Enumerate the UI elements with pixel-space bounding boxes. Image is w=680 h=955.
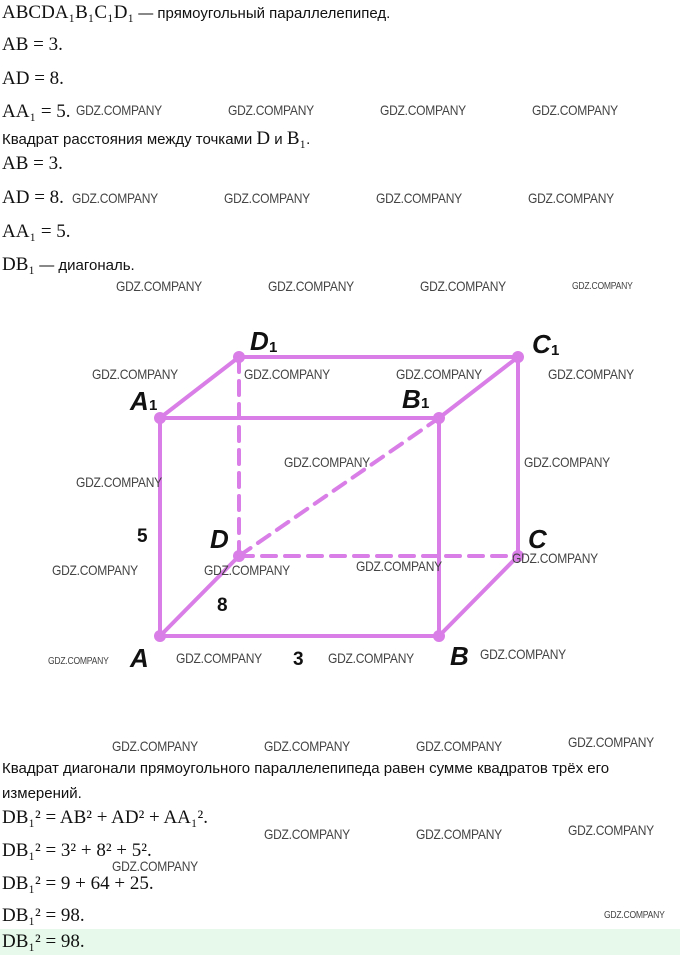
watermark: GDZ.COMPANY bbox=[228, 102, 314, 118]
label-c: C bbox=[528, 524, 547, 554]
watermark: GDZ.COMPANY bbox=[224, 190, 310, 206]
question-end: . bbox=[306, 131, 311, 148]
substitution: DB₁² = 3² + 8² + 5². bbox=[2, 840, 152, 861]
watermark: GDZ.COMPANY bbox=[376, 190, 462, 206]
watermark: GDZ.COMPANY bbox=[72, 190, 158, 206]
label-a1: A bbox=[130, 386, 149, 416]
answer: DB₁² = 98. bbox=[2, 931, 85, 952]
watermark: GDZ.COMPANY bbox=[244, 366, 330, 382]
watermark: GDZ.COMPANY bbox=[548, 366, 634, 382]
watermark: GDZ.COMPANY bbox=[416, 738, 502, 754]
diagonal-name: DB₁ bbox=[2, 254, 36, 275]
watermark: GDZ.COMPANY bbox=[112, 738, 198, 754]
length-aa1: 5 bbox=[137, 526, 148, 547]
watermark: GDZ.COMPANY bbox=[268, 278, 354, 294]
watermark: GDZ.COMPANY bbox=[568, 822, 654, 838]
diagonal-text: — диагональ. bbox=[35, 257, 135, 274]
given-ab: AB = 3. bbox=[2, 34, 63, 55]
statement-text: — прямоугольный параллелепипед. bbox=[134, 5, 391, 22]
sum: DB₁² = 98. bbox=[2, 905, 85, 926]
question-point-d: D bbox=[256, 128, 271, 149]
watermark: GDZ.COMPANY bbox=[524, 454, 610, 470]
length-ad: 8 bbox=[217, 595, 228, 616]
watermark: GDZ.COMPANY bbox=[396, 366, 482, 382]
watermark: GDZ.COMPANY bbox=[76, 474, 162, 490]
solution-ab: AB = 3. bbox=[2, 153, 63, 174]
watermark: GDZ.COMPANY bbox=[264, 826, 350, 842]
watermark: GDZ.COMPANY bbox=[528, 190, 614, 206]
watermark: GDZ.COMPANY bbox=[204, 562, 290, 578]
given-aa1: AA₁ = 5. bbox=[2, 101, 71, 122]
watermark: GDZ.COMPANY bbox=[380, 102, 466, 118]
watermark: GDZ.COMPANY bbox=[112, 858, 198, 874]
watermark: GDZ.COMPANY bbox=[572, 281, 633, 292]
vertex-dot-d bbox=[233, 550, 245, 562]
theorem-line-1: Квадрат диагонали прямоугольного параллелепипеда равен сумме квадратов трёх его bbox=[2, 760, 610, 777]
solution-ad: AD = 8. bbox=[2, 187, 64, 208]
watermark: GDZ.COMPANY bbox=[604, 910, 665, 921]
label-b: B bbox=[450, 641, 469, 671]
watermark: GDZ.COMPANY bbox=[512, 550, 598, 566]
label-a1-sub: 1 bbox=[149, 397, 158, 414]
figure-name: ABCDA₁B₁C₁D₁ bbox=[2, 2, 135, 23]
label-d1-sub: 1 bbox=[269, 339, 278, 356]
label-c1-sub: 1 bbox=[551, 342, 560, 359]
watermark: GDZ.COMPANY bbox=[568, 734, 654, 750]
watermark: GDZ.COMPANY bbox=[356, 558, 442, 574]
squares: DB₁² = 9 + 64 + 25. bbox=[2, 873, 154, 894]
question-point-b1: B₁ bbox=[286, 128, 307, 149]
edge-b-c bbox=[439, 556, 518, 636]
label-b1-sub: 1 bbox=[421, 395, 430, 412]
watermark: GDZ.COMPANY bbox=[92, 366, 178, 382]
watermark: GDZ.COMPANY bbox=[480, 646, 566, 662]
watermark: GDZ.COMPANY bbox=[532, 102, 618, 118]
given-ad: AD = 8. bbox=[2, 68, 64, 89]
vertex-labels bbox=[129, 326, 559, 673]
theorem-line-2: измерений. bbox=[2, 785, 82, 802]
figure-edges bbox=[160, 357, 518, 636]
watermark: GDZ.COMPANY bbox=[52, 562, 138, 578]
label-d1: D bbox=[250, 326, 269, 356]
watermark: GDZ.COMPANY bbox=[264, 738, 350, 754]
watermark: GDZ.COMPANY bbox=[176, 650, 262, 666]
vertex-dot-a bbox=[154, 630, 166, 642]
label-d: D bbox=[210, 524, 229, 554]
watermark: GDZ.COMPANY bbox=[48, 656, 109, 667]
label-a: A bbox=[130, 643, 149, 673]
solution-aa1: AA₁ = 5. bbox=[2, 221, 71, 242]
watermark: GDZ.COMPANY bbox=[420, 278, 506, 294]
formula: DB₁² = AB² + AD² + AA₁². bbox=[2, 807, 208, 828]
watermark: GDZ.COMPANY bbox=[328, 650, 414, 666]
vertex-dot-d1 bbox=[233, 351, 245, 363]
question-and: и bbox=[270, 131, 287, 148]
watermark: GDZ.COMPANY bbox=[284, 454, 370, 470]
watermark: GDZ.COMPANY bbox=[416, 826, 502, 842]
vertex-dot-c1 bbox=[512, 351, 524, 363]
question-text: Квадрат расстояния между точками bbox=[2, 131, 257, 148]
watermark: GDZ.COMPANY bbox=[116, 278, 202, 294]
vertex-dot-b1 bbox=[433, 412, 445, 424]
watermark: GDZ.COMPANY bbox=[76, 102, 162, 118]
answer-highlight bbox=[0, 929, 680, 955]
diagonal-d-b1 bbox=[239, 418, 439, 556]
vertex-dot-b bbox=[433, 630, 445, 642]
length-ab: 3 bbox=[293, 649, 304, 670]
label-b1: B bbox=[402, 384, 421, 414]
label-c1: C bbox=[532, 329, 551, 359]
